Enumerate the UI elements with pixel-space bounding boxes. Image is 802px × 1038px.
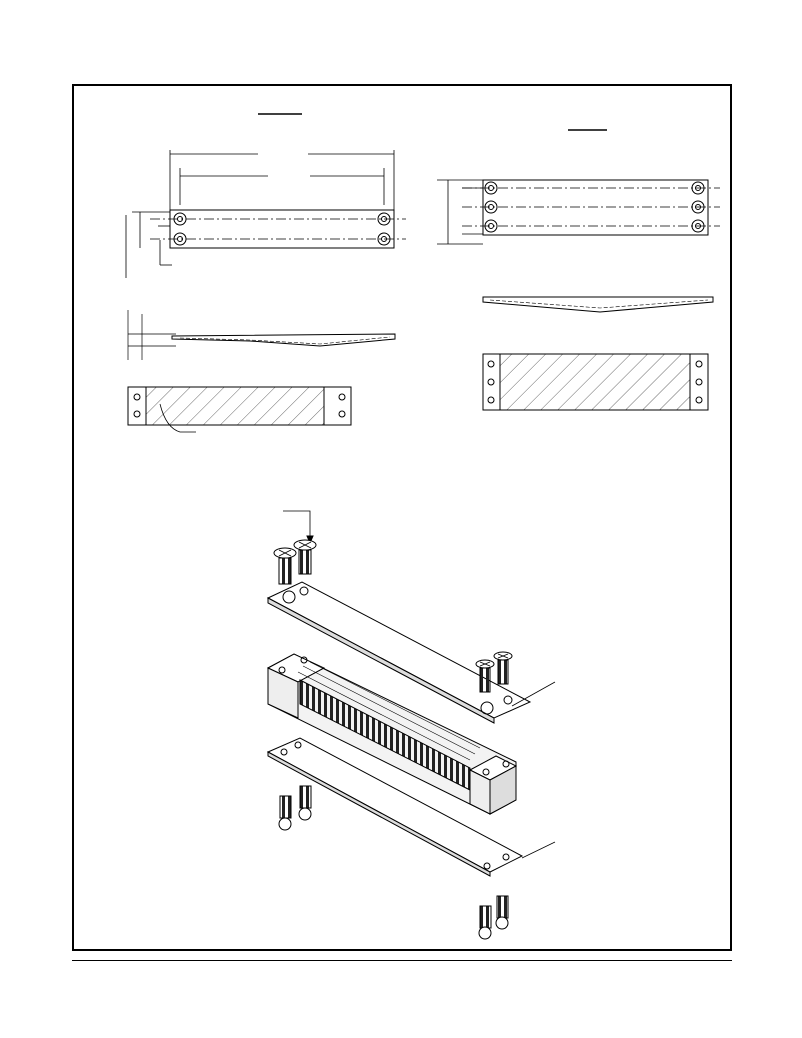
- screw-leader-line: [283, 511, 310, 540]
- right-side-view: [483, 297, 713, 312]
- bottom-left-screws: [279, 786, 311, 830]
- left-side-view: [128, 310, 395, 360]
- left-top-view-holes: [174, 213, 390, 245]
- left-figure: [126, 114, 406, 432]
- left-dimension-lines: [126, 150, 394, 278]
- right-dimension-lines: [437, 180, 483, 244]
- bottom-right-screws: [479, 896, 508, 939]
- exploded-assembly: [268, 511, 555, 939]
- left-top-view-plate: [170, 210, 394, 248]
- right-figure: [437, 130, 720, 410]
- top-left-screws: [274, 540, 316, 584]
